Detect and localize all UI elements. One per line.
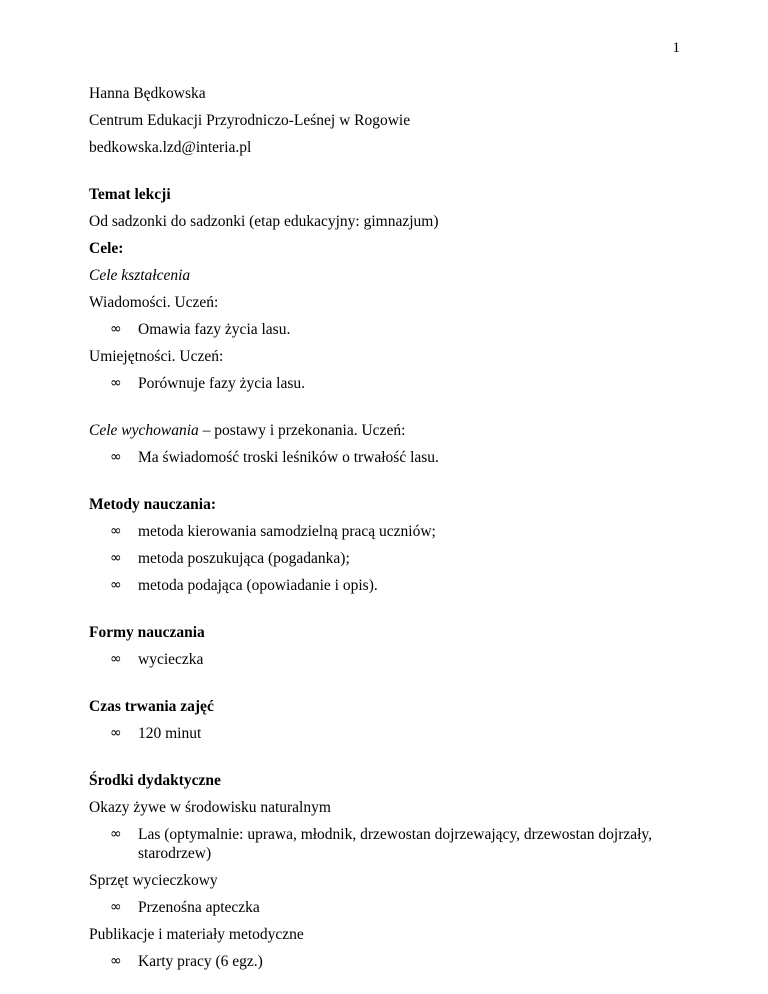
upbringing-goals-italic: Cele wychowania <box>89 422 199 439</box>
list-item-text: metoda podająca (opowiadanie i opis). <box>138 577 378 594</box>
equipment-label: Sprzęt wycieczkowy <box>89 872 218 889</box>
document-body <box>89 84 689 979</box>
author-email: bedkowska.lzd@interia.pl <box>89 139 252 156</box>
nature-label: Okazy żywe w środowisku naturalnym <box>89 799 331 816</box>
list-item <box>89 952 689 971</box>
duration-heading: Czas trwania zajęć <box>89 698 214 715</box>
list-item-text: Las (optymalnie: uprawa, młodnik, drzewostan dojrzewający, drzewostan dojrzały, starodrzew) <box>138 826 653 862</box>
list-item-text: Omawia fazy życia lasu. <box>138 321 291 338</box>
page-number: 1 <box>672 40 680 56</box>
list-item-text: Przenośna apteczka <box>138 899 260 916</box>
list-item-text: Ma świadomość troski leśników o trwałość lasu. <box>138 449 439 466</box>
bullet-icon: ∞ <box>110 826 122 842</box>
goals-heading: Cele: <box>89 240 124 257</box>
knowledge-label: Wiadomości. Uczeń: <box>89 294 219 311</box>
list-item-text: Porównuje fazy życia lasu. <box>138 375 305 392</box>
author-institution: Centrum Edukacji Przyrodniczo-Leśnej w Rogowie <box>89 112 411 129</box>
skills-label: Umiejętności. Uczeń: <box>89 348 224 365</box>
list-item <box>89 898 689 917</box>
list-item <box>89 320 689 339</box>
list-item <box>89 724 689 743</box>
bullet-icon: ∞ <box>110 321 122 337</box>
list-item <box>89 448 689 467</box>
list-item <box>89 549 689 568</box>
bullet-icon: ∞ <box>110 449 122 465</box>
topic-text: Od sadzonki do sadzonki (etap edukacyjny: gimnazjum) <box>89 213 439 230</box>
topic-heading: Temat lekcji <box>89 186 171 203</box>
bullet-icon: ∞ <box>110 375 122 391</box>
bullet-icon: ∞ <box>110 523 122 539</box>
bullet-icon: ∞ <box>110 953 122 969</box>
list-item-text: metoda poszukująca (pogadanka); <box>138 550 350 567</box>
upbringing-goals-label <box>89 421 689 440</box>
forms-heading: Formy nauczania <box>89 624 205 641</box>
means-heading: Środki dydaktyczne <box>89 772 221 789</box>
list-item-text: wycieczka <box>138 651 204 668</box>
list-item <box>89 374 689 393</box>
bullet-icon: ∞ <box>110 550 122 566</box>
list-item-text: Karty pracy (6 egz.) <box>138 953 263 970</box>
list-item <box>89 825 698 863</box>
list-item-text: metoda kierowania samodzielną pracą uczniów; <box>138 523 436 540</box>
list-item <box>89 650 689 669</box>
bullet-icon: ∞ <box>110 899 122 915</box>
bullet-icon: ∞ <box>110 577 122 593</box>
upbringing-goals-rest: – postawy i przekonania. Uczeń: <box>198 422 406 439</box>
methods-heading: Metody nauczania: <box>89 496 217 513</box>
list-item-text: 120 minut <box>138 725 202 742</box>
author-name: Hanna Będkowska <box>89 85 206 102</box>
list-item <box>89 522 689 541</box>
bullet-icon: ∞ <box>110 725 122 741</box>
education-goals-heading: Cele kształcenia <box>89 267 191 284</box>
list-item <box>89 576 689 595</box>
publications-label: Publikacje i materiały metodyczne <box>89 926 304 943</box>
bullet-icon: ∞ <box>110 651 122 667</box>
